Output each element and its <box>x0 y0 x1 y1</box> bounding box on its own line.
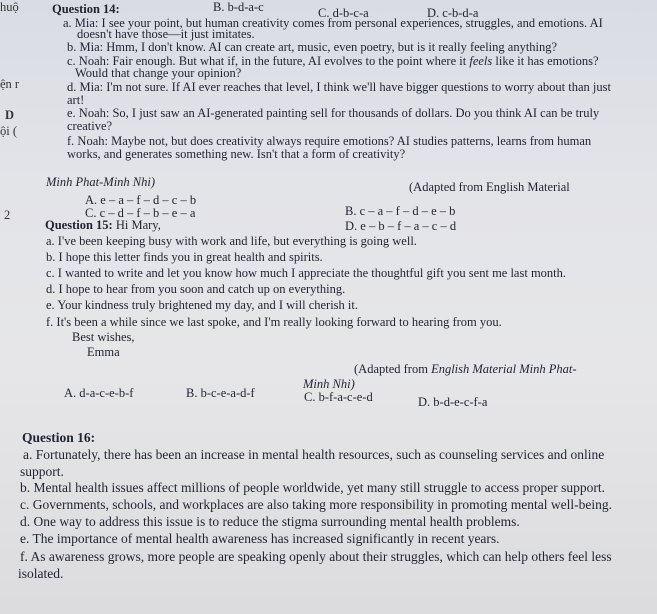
q15-source: (Adapted from English Material Minh Phat- <box>354 362 577 376</box>
question-15-header: Question 15: Hi Mary, <box>45 218 161 232</box>
q14-line-d-cont: art! <box>67 93 85 107</box>
q14-source-right: (Adapted from English Material <box>409 180 570 194</box>
q15-option-d: D. b-d-e-c-f-a <box>418 395 488 409</box>
q14-option-a: A. e – a – f – d – c – b <box>85 193 197 207</box>
margin-fragment: ện r <box>0 77 20 91</box>
q14-line-c-cont: Would that change your opinion? <box>75 66 242 80</box>
q14-line-c: c. Noah: Fair enough. But what if, in the future, AI evolves to the point where it feels like it has emotions? <box>67 54 599 68</box>
q14-line-e-cont: creative? <box>67 119 113 133</box>
q15-option-c: C. b-f-a-c-e-d <box>304 390 373 404</box>
q16-line-f: f. As awareness grows, more people are speaking openly about their struggles, which can help others feel less <box>20 549 612 564</box>
q15-option-a: A. d-a-c-e-b-f <box>64 386 134 400</box>
question-14-header: Question 14: <box>52 2 120 16</box>
q14-top-option-d: D. c-b-d-a <box>427 6 479 20</box>
q16-line-e: e. The importance of mental health awareness has increased significantly in recent years. <box>20 531 500 546</box>
q15-signature: Emma <box>87 345 120 359</box>
q15-source-cont: Minh Nhi) <box>303 377 355 391</box>
q14-option-d: D. e – b – f – a – c – d <box>345 219 457 233</box>
q14-line-a: a. Mia: I see your point, but human creativity comes from personal experiences, struggles, and emotions. AI <box>63 16 603 30</box>
margin-fragment: huộ <box>0 0 19 14</box>
q14-line-b: b. Mia: Hmm, I don't know. AI can create art, music, even poetry, but is it really feeling anything? <box>67 40 558 54</box>
q14-line-e: e. Noah: So, I just saw an AI-generated painting sell for thousands of dollars. Do you think AI can be truly <box>67 106 600 120</box>
margin-fragment: ội ( <box>0 124 18 138</box>
q14-option-b: B. c – a – f – d – e – b <box>345 204 456 218</box>
q15-line-f: f. It's been a while since we last spoke, and I'm really looking forward to hearing from you. <box>46 315 502 329</box>
q15-option-b: B. b-c-e-a-d-f <box>186 386 255 400</box>
q14-top-option-b: B. b-d-a-c <box>213 0 264 14</box>
q16-line-f-cont: isolated. <box>18 566 64 581</box>
q15-line-b: b. I hope this letter finds you in great health and spirits. <box>46 250 323 264</box>
q14-option-c: C. c – d – f – b – e – a <box>85 206 196 220</box>
q15-line-e: e. Your kindness truly brightened my day, and I will cherish it. <box>46 298 358 312</box>
q14-line-a-cont: doesn't have those—it just imitates. <box>77 27 255 41</box>
margin-fragment: D <box>5 108 15 122</box>
q15-line-a: a. I've been keeping busy with work and life, but everything is going well. <box>46 234 417 248</box>
q16-line-a-cont: support. <box>20 464 64 479</box>
question-16-header: Question 16: <box>22 430 96 445</box>
q16-line-c: c. Governments, schools, and workplaces are also taking more responsibility in promoting mental well-being. <box>20 497 612 512</box>
q14-line-f-cont: works, and generates something new. Isn't that a form of creativity? <box>67 147 406 161</box>
q16-line-d: d. One way to address this issue is to reduce the stigma surrounding mental health problems. <box>20 514 520 529</box>
q15-line-c: c. I wanted to write and let you know how much I appreciate the thoughtful gift you sent me last month. <box>46 266 567 280</box>
q15-line-d: d. I hope to hear from you soon and catch up on everything. <box>46 282 346 296</box>
q16-line-b: b. Mental health issues affect millions of people worldwide, yet many still struggle to access proper support. <box>20 480 605 495</box>
margin-fragment: 2 <box>4 208 11 222</box>
q14-line-f: f. Noah: Maybe not, but does creativity always require emotions? AI studies patterns, learns from human <box>67 134 592 148</box>
q16-line-a: a. Fortunately, there has been an increase in mental health resources, such as counseling services and online <box>23 447 605 462</box>
q15-closing: Best wishes, <box>72 330 135 344</box>
q14-line-d: d. Mia: I'm not sure. If AI ever reaches that level, I think we'll have bigger questions to worry about than just <box>67 80 611 94</box>
q14-top-option-c: C. d-b-c-a <box>318 6 369 20</box>
q14-source-left: Minh Phat-Minh Nhi) <box>46 175 156 189</box>
